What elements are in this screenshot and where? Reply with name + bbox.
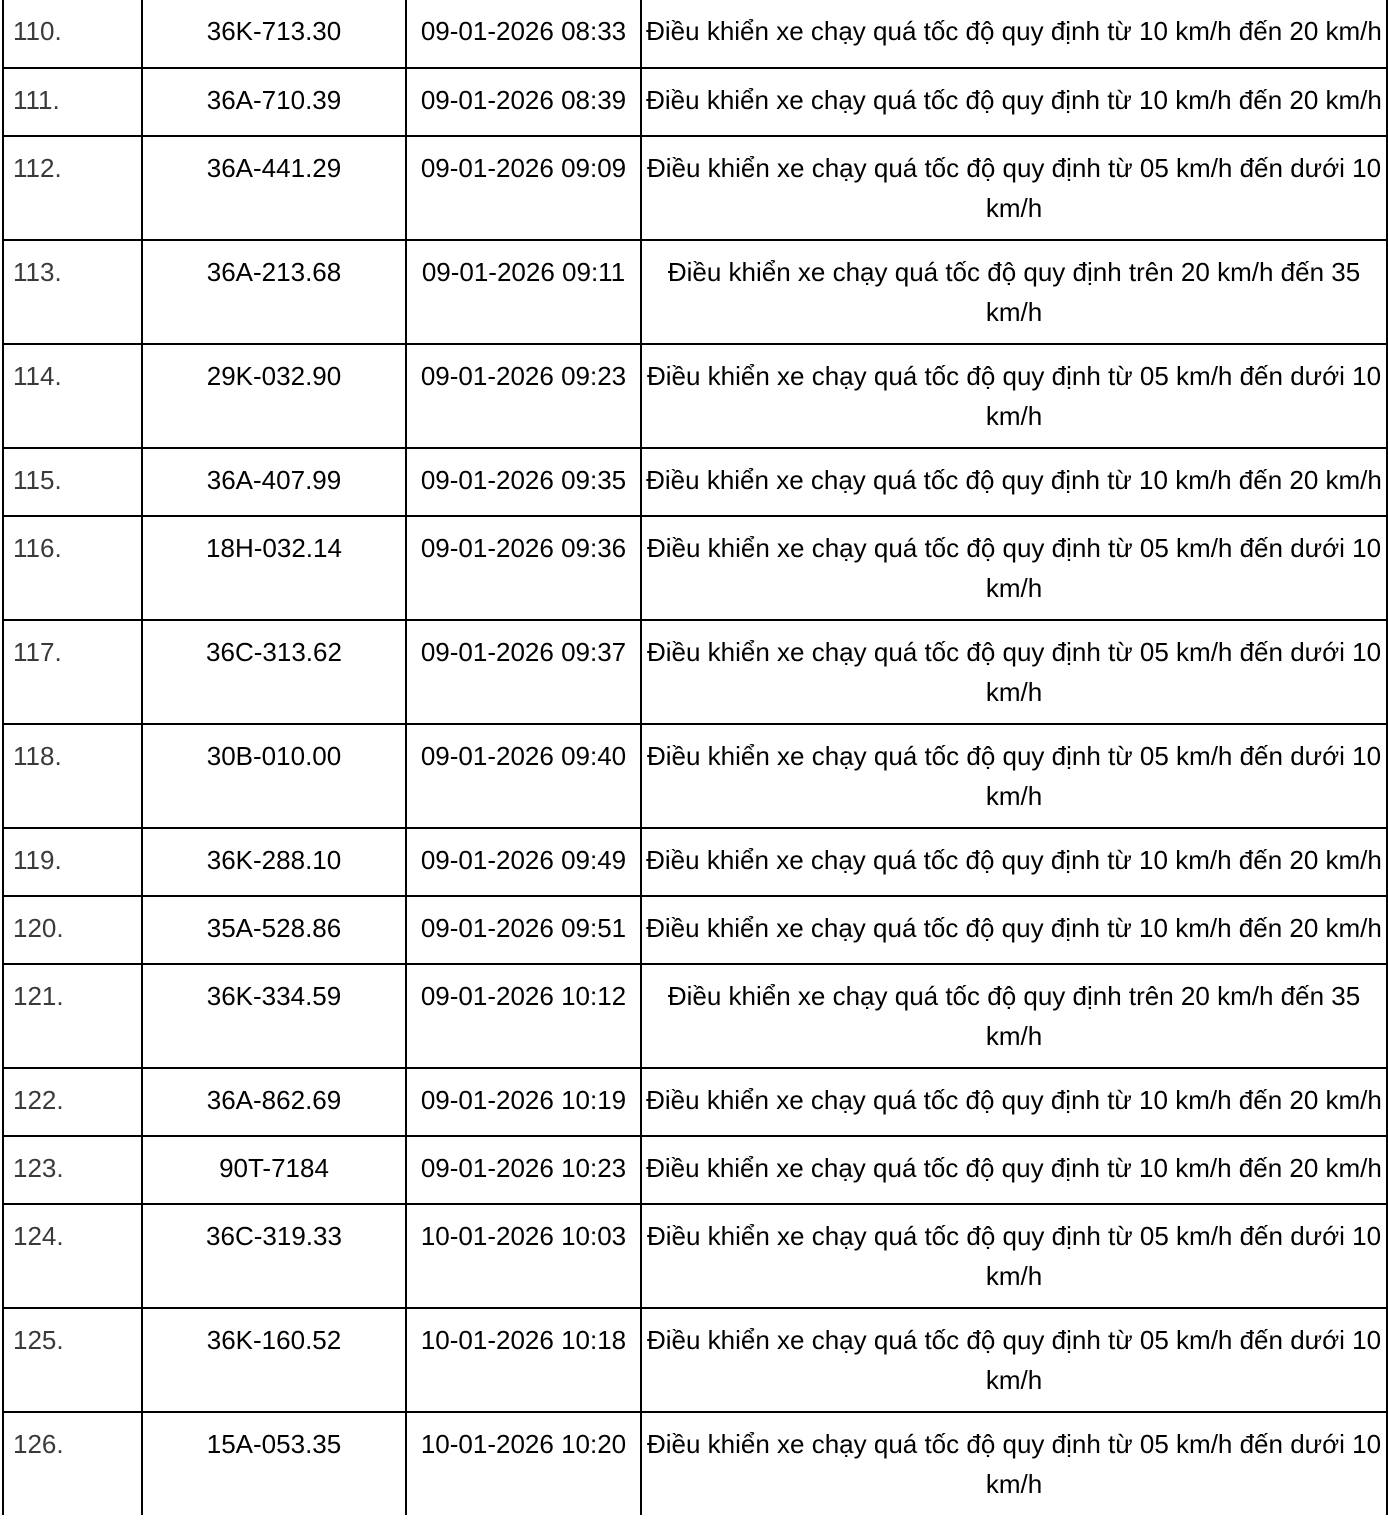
violation-description-cell: Điều khiển xe chạy quá tốc độ quy định từ 10 km/h đến 20 km/h (641, 896, 1387, 964)
row-number-cell: 120. (3, 896, 142, 964)
row-number-cell: 113. (3, 240, 142, 344)
violation-time-cell: 09-01-2026 09:40 (406, 724, 641, 828)
license-plate-cell: 18H-032.14 (142, 516, 406, 620)
license-plate-cell: 30B-010.00 (142, 724, 406, 828)
license-plate-cell: 36A-213.68 (142, 240, 406, 344)
row-number-cell: 114. (3, 344, 142, 448)
table-row (3, 136, 1387, 240)
violation-description-cell: Điều khiển xe chạy quá tốc độ quy định từ 10 km/h đến 20 km/h (641, 68, 1387, 136)
violation-time-cell: 09-01-2026 09:11 (406, 240, 641, 344)
row-number-cell: 122. (3, 1068, 142, 1136)
row-number-cell: 124. (3, 1204, 142, 1308)
table-row (3, 1412, 1387, 1515)
violation-time-cell: 09-01-2026 09:35 (406, 448, 641, 516)
row-number-cell: 126. (3, 1412, 142, 1515)
table-row (3, 1068, 1387, 1136)
license-plate-cell: 36K-288.10 (142, 828, 406, 896)
table-row (3, 344, 1387, 448)
violation-description-cell: Điều khiển xe chạy quá tốc độ quy định từ 05 km/h đến dưới 10 km/h (641, 1204, 1387, 1308)
violation-description-cell: Điều khiển xe chạy quá tốc độ quy định từ 10 km/h đến 20 km/h (641, 0, 1387, 68)
license-plate-cell: 36K-334.59 (142, 964, 406, 1068)
license-plate-cell: 36A-441.29 (142, 136, 406, 240)
violation-time-cell: 09-01-2026 09:36 (406, 516, 641, 620)
table-row (3, 1204, 1387, 1308)
violation-description-cell: Điều khiển xe chạy quá tốc độ quy định từ 05 km/h đến dưới 10 km/h (641, 724, 1387, 828)
violation-time-cell: 09-01-2026 08:33 (406, 0, 641, 68)
table-row (3, 964, 1387, 1068)
violations-table (2, 0, 1388, 1515)
row-number-cell: 119. (3, 828, 142, 896)
table-row (3, 516, 1387, 620)
violation-description-cell: Điều khiển xe chạy quá tốc độ quy định trên 20 km/h đến 35 km/h (641, 240, 1387, 344)
row-number-cell: 116. (3, 516, 142, 620)
table-row (3, 240, 1387, 344)
license-plate-cell: 15A-053.35 (142, 1412, 406, 1515)
violation-description-cell: Điều khiển xe chạy quá tốc độ quy định từ 05 km/h đến dưới 10 km/h (641, 516, 1387, 620)
row-number-cell: 111. (3, 68, 142, 136)
table-row (3, 620, 1387, 724)
row-number-cell: 125. (3, 1308, 142, 1412)
violation-time-cell: 09-01-2026 09:23 (406, 344, 641, 448)
violation-description-cell: Điều khiển xe chạy quá tốc độ quy định từ 10 km/h đến 20 km/h (641, 1068, 1387, 1136)
table-row (3, 724, 1387, 828)
row-number-cell: 110. (3, 0, 142, 68)
license-plate-cell: 36A-407.99 (142, 448, 406, 516)
row-number-cell: 121. (3, 964, 142, 1068)
license-plate-cell: 29K-032.90 (142, 344, 406, 448)
table-row (3, 68, 1387, 136)
table-row (3, 1308, 1387, 1412)
violation-time-cell: 10-01-2026 10:20 (406, 1412, 641, 1515)
violation-time-cell: 09-01-2026 09:51 (406, 896, 641, 964)
violation-description-cell: Điều khiển xe chạy quá tốc độ quy định từ 10 km/h đến 20 km/h (641, 828, 1387, 896)
violation-time-cell: 10-01-2026 10:03 (406, 1204, 641, 1308)
violation-description-cell: Điều khiển xe chạy quá tốc độ quy định từ 05 km/h đến dưới 10 km/h (641, 1308, 1387, 1412)
license-plate-cell: 36K-713.30 (142, 0, 406, 68)
violation-description-cell: Điều khiển xe chạy quá tốc độ quy định trên 20 km/h đến 35 km/h (641, 964, 1387, 1068)
table-row (3, 1136, 1387, 1204)
license-plate-cell: 36A-862.69 (142, 1068, 406, 1136)
row-number-cell: 123. (3, 1136, 142, 1204)
license-plate-cell: 90T-7184 (142, 1136, 406, 1204)
violation-description-cell: Điều khiển xe chạy quá tốc độ quy định từ 10 km/h đến 20 km/h (641, 1136, 1387, 1204)
license-plate-cell: 36C-313.62 (142, 620, 406, 724)
violation-description-cell: Điều khiển xe chạy quá tốc độ quy định từ 05 km/h đến dưới 10 km/h (641, 136, 1387, 240)
row-number-cell: 118. (3, 724, 142, 828)
violation-time-cell: 09-01-2026 10:19 (406, 1068, 641, 1136)
row-number-cell: 112. (3, 136, 142, 240)
table-row (3, 448, 1387, 516)
violation-time-cell: 09-01-2026 10:12 (406, 964, 641, 1068)
violation-time-cell: 09-01-2026 10:23 (406, 1136, 641, 1204)
license-plate-cell: 36K-160.52 (142, 1308, 406, 1412)
violation-time-cell: 09-01-2026 08:39 (406, 68, 641, 136)
violation-description-cell: Điều khiển xe chạy quá tốc độ quy định từ 05 km/h đến dưới 10 km/h (641, 344, 1387, 448)
violation-time-cell: 09-01-2026 09:49 (406, 828, 641, 896)
violation-time-cell: 09-01-2026 09:09 (406, 136, 641, 240)
violation-time-cell: 09-01-2026 09:37 (406, 620, 641, 724)
violation-time-cell: 10-01-2026 10:18 (406, 1308, 641, 1412)
violation-description-cell: Điều khiển xe chạy quá tốc độ quy định từ 05 km/h đến dưới 10 km/h (641, 620, 1387, 724)
violations-table-body (3, 0, 1387, 1515)
row-number-cell: 117. (3, 620, 142, 724)
violation-description-cell: Điều khiển xe chạy quá tốc độ quy định từ 10 km/h đến 20 km/h (641, 448, 1387, 516)
license-plate-cell: 36A-710.39 (142, 68, 406, 136)
violation-description-cell: Điều khiển xe chạy quá tốc độ quy định từ 05 km/h đến dưới 10 km/h (641, 1412, 1387, 1515)
row-number-cell: 115. (3, 448, 142, 516)
table-row (3, 828, 1387, 896)
table-row (3, 896, 1387, 964)
table-row (3, 0, 1387, 68)
license-plate-cell: 36C-319.33 (142, 1204, 406, 1308)
license-plate-cell: 35A-528.86 (142, 896, 406, 964)
